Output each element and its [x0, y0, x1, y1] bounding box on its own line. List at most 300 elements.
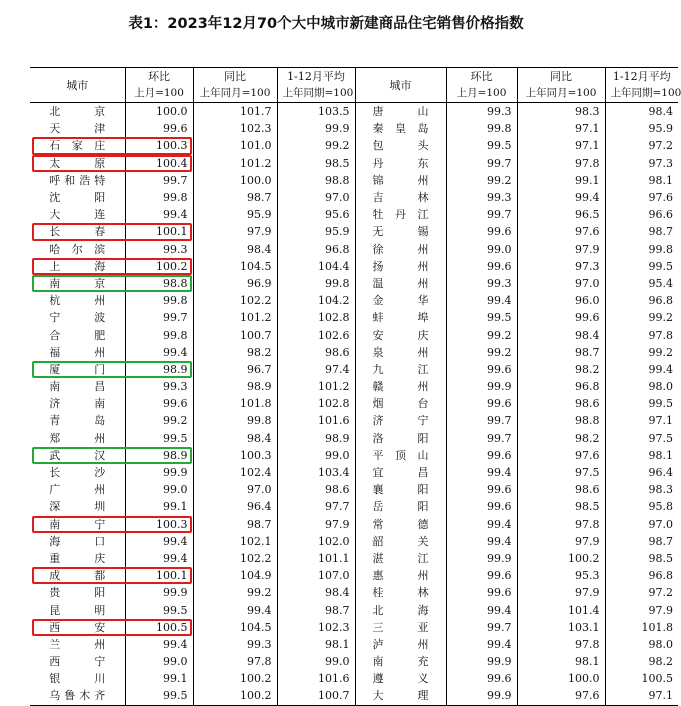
- table-row: [30, 447, 678, 464]
- table-row: [30, 601, 678, 618]
- yoy-cell-left: 100.2: [193, 687, 277, 705]
- avg-cell-right: 99.8: [605, 241, 678, 258]
- mom-cell-left: 99.7: [125, 309, 193, 326]
- mom-cell-left: 99.3: [125, 241, 193, 258]
- city-cell-left: [30, 172, 125, 189]
- mom-cell-right: 99.6: [446, 361, 517, 378]
- yoy-cell-left: 101.0: [193, 137, 277, 154]
- city-name: 郑 州: [49, 431, 106, 445]
- table-row: [30, 241, 678, 258]
- mom-cell-right: 99.9: [446, 653, 517, 670]
- avg-cell-right: 101.8: [605, 619, 678, 636]
- yoy-cell-right: 97.8: [517, 155, 605, 172]
- city-cell-right: [355, 447, 446, 464]
- yoy-cell-right: 99.1: [517, 172, 605, 189]
- avg-cell-left: 99.0: [277, 653, 355, 670]
- avg-cell-right: 97.1: [605, 687, 678, 705]
- city-cell-right: [355, 567, 446, 584]
- avg-cell-right: 96.8: [605, 292, 678, 309]
- mom-cell-right: 99.8: [446, 120, 517, 137]
- city-name: 泉 州: [372, 345, 429, 359]
- city-cell-right: [355, 258, 446, 275]
- avg-cell-left: 99.9: [277, 120, 355, 137]
- mom-cell-left: 99.6: [125, 395, 193, 412]
- mom-cell-left: 100.1: [125, 223, 193, 240]
- table-row: [30, 155, 678, 172]
- city-cell-left: [30, 516, 125, 533]
- avg-cell-right: 96.4: [605, 464, 678, 481]
- mom-cell-left: 99.4: [125, 206, 193, 223]
- city-cell-left: [30, 189, 125, 206]
- city-cell-right: [355, 155, 446, 172]
- table-row: [30, 516, 678, 533]
- yoy-cell-right: 99.4: [517, 189, 605, 206]
- header-avg-base-right: 上年同期=100: [605, 85, 678, 103]
- yoy-cell-left: 100.7: [193, 326, 277, 343]
- city-name: 平顶山: [372, 448, 429, 462]
- city-cell-right: [355, 653, 446, 670]
- city-name: 济 宁: [372, 414, 429, 428]
- table-row: [30, 275, 678, 292]
- yoy-cell-right: 99.6: [517, 309, 605, 326]
- mom-cell-right: 99.4: [446, 601, 517, 618]
- city-name: 南 昌: [49, 380, 106, 394]
- yoy-cell-left: 102.2: [193, 292, 277, 309]
- yoy-cell-left: 101.7: [193, 103, 277, 121]
- header-avg-base-left: 上年同期=100: [277, 85, 355, 103]
- city-name: 福 州: [49, 345, 106, 359]
- city-name: 锦 州: [372, 173, 429, 187]
- city-name: 重 庆: [49, 551, 106, 565]
- avg-cell-left: 97.9: [277, 516, 355, 533]
- yoy-cell-left: 101.8: [193, 395, 277, 412]
- header-mom-base-left: 上月=100: [125, 85, 193, 103]
- table-row: [30, 567, 678, 584]
- city-name: 唐 山: [372, 105, 429, 119]
- table-row: [30, 533, 678, 550]
- city-cell-right: [355, 670, 446, 687]
- avg-cell-left: 101.6: [277, 412, 355, 429]
- header-city-right: 城市: [355, 68, 446, 103]
- avg-cell-left: 95.6: [277, 206, 355, 223]
- city-name: 西 安: [49, 620, 106, 634]
- yoy-cell-left: 102.4: [193, 464, 277, 481]
- table-row: [30, 584, 678, 601]
- mom-cell-right: 99.2: [446, 172, 517, 189]
- city-cell-right: [355, 120, 446, 137]
- table-row: [30, 498, 678, 515]
- city-cell-left: [30, 636, 125, 653]
- city-name: 温 州: [372, 276, 429, 290]
- city-cell-left: [30, 292, 125, 309]
- table-row: [30, 619, 678, 636]
- header-yoy-right: 同比: [517, 68, 605, 86]
- avg-cell-left: 101.6: [277, 670, 355, 687]
- city-name: 桂 林: [372, 586, 429, 600]
- avg-cell-right: 99.2: [605, 309, 678, 326]
- avg-cell-right: 97.1: [605, 412, 678, 429]
- city-cell-right: [355, 223, 446, 240]
- mom-cell-right: 99.2: [446, 326, 517, 343]
- avg-cell-left: 97.0: [277, 189, 355, 206]
- mom-cell-left: 99.8: [125, 292, 193, 309]
- mom-cell-right: 99.7: [446, 206, 517, 223]
- avg-cell-left: 98.8: [277, 172, 355, 189]
- mom-cell-right: 99.6: [446, 223, 517, 240]
- yoy-cell-right: 97.8: [517, 516, 605, 533]
- table-row: [30, 344, 678, 361]
- city-name: 兰 州: [49, 637, 106, 651]
- avg-cell-left: 103.4: [277, 464, 355, 481]
- city-name: 安 庆: [372, 328, 429, 342]
- city-cell-left: [30, 137, 125, 154]
- city-name: 合 肥: [49, 328, 106, 342]
- city-name: 成 都: [49, 569, 106, 583]
- mom-cell-left: 99.8: [125, 326, 193, 343]
- city-cell-right: [355, 275, 446, 292]
- mom-cell-right: 99.3: [446, 189, 517, 206]
- city-name: 湛 江: [372, 551, 429, 565]
- city-cell-left: [30, 601, 125, 618]
- yoy-cell-right: 101.4: [517, 601, 605, 618]
- city-cell-right: [355, 189, 446, 206]
- city-name: 烟 台: [372, 397, 429, 411]
- mom-cell-right: 99.3: [446, 103, 517, 121]
- yoy-cell-right: 96.8: [517, 378, 605, 395]
- city-cell-left: [30, 533, 125, 550]
- avg-cell-right: 95.4: [605, 275, 678, 292]
- mom-cell-left: 99.8: [125, 189, 193, 206]
- avg-cell-right: 97.2: [605, 137, 678, 154]
- avg-cell-left: 98.9: [277, 430, 355, 447]
- mom-cell-left: 100.3: [125, 516, 193, 533]
- page-title: 表1：2023年12月70个大中城市新建商品住宅销售价格指数: [128, 16, 524, 32]
- city-name: 海 口: [49, 534, 106, 548]
- city-cell-right: [355, 344, 446, 361]
- city-name: 长 春: [49, 225, 106, 239]
- avg-cell-left: 97.4: [277, 361, 355, 378]
- avg-cell-right: 97.5: [605, 430, 678, 447]
- city-name: 哈尔滨: [49, 242, 106, 256]
- city-cell-right: [355, 636, 446, 653]
- mom-cell-right: 99.5: [446, 137, 517, 154]
- mom-cell-left: 99.4: [125, 636, 193, 653]
- yoy-cell-left: 98.4: [193, 430, 277, 447]
- yoy-cell-right: 98.7: [517, 344, 605, 361]
- yoy-cell-left: 96.7: [193, 361, 277, 378]
- yoy-cell-left: 99.4: [193, 601, 277, 618]
- avg-cell-right: 97.3: [605, 155, 678, 172]
- yoy-cell-left: 101.2: [193, 155, 277, 172]
- avg-cell-right: 98.3: [605, 481, 678, 498]
- header-mom-right: 环比: [446, 68, 517, 86]
- avg-cell-left: 99.8: [277, 275, 355, 292]
- mom-cell-right: 99.4: [446, 516, 517, 533]
- city-cell-left: [30, 464, 125, 481]
- avg-cell-left: 95.9: [277, 223, 355, 240]
- avg-cell-left: 100.7: [277, 687, 355, 705]
- city-name: 三 亚: [372, 620, 429, 634]
- city-cell-right: [355, 601, 446, 618]
- city-name: 西 宁: [49, 655, 106, 669]
- avg-cell-left: 97.7: [277, 498, 355, 515]
- city-name: 石家庄: [49, 139, 106, 153]
- avg-cell-left: 102.6: [277, 326, 355, 343]
- avg-cell-left: 107.0: [277, 567, 355, 584]
- yoy-cell-left: 99.8: [193, 412, 277, 429]
- mom-cell-left: 99.4: [125, 344, 193, 361]
- header-yoy-base-right: 上年同月=100: [517, 85, 605, 103]
- avg-cell-right: 99.5: [605, 395, 678, 412]
- yoy-cell-left: 96.4: [193, 498, 277, 515]
- header-mom-base-right: 上月=100: [446, 85, 517, 103]
- city-cell-right: [355, 309, 446, 326]
- city-name: 北 海: [372, 603, 429, 617]
- city-cell-right: [355, 395, 446, 412]
- city-name: 蚌 埠: [372, 311, 429, 325]
- mom-cell-right: 99.5: [446, 309, 517, 326]
- yoy-cell-right: 97.6: [517, 447, 605, 464]
- yoy-cell-right: 97.3: [517, 258, 605, 275]
- avg-cell-right: 95.9: [605, 120, 678, 137]
- avg-cell-left: 103.5: [277, 103, 355, 121]
- yoy-cell-right: 98.2: [517, 430, 605, 447]
- city-cell-left: [30, 687, 125, 705]
- city-cell-right: [355, 687, 446, 705]
- city-name: 扬 州: [372, 259, 429, 273]
- yoy-cell-left: 97.0: [193, 481, 277, 498]
- table-row: [30, 550, 678, 567]
- city-cell-right: [355, 137, 446, 154]
- city-cell-left: [30, 103, 125, 121]
- yoy-cell-left: 96.9: [193, 275, 277, 292]
- table-row: [30, 103, 678, 121]
- avg-cell-left: 99.0: [277, 447, 355, 464]
- yoy-cell-left: 98.7: [193, 189, 277, 206]
- avg-cell-left: 98.6: [277, 344, 355, 361]
- mom-cell-left: 99.1: [125, 670, 193, 687]
- avg-cell-right: 98.5: [605, 550, 678, 567]
- city-name: 金 华: [372, 294, 429, 308]
- yoy-cell-right: 98.6: [517, 395, 605, 412]
- avg-cell-right: 98.1: [605, 172, 678, 189]
- city-cell-right: [355, 430, 446, 447]
- mom-cell-right: 99.2: [446, 344, 517, 361]
- avg-cell-right: 97.2: [605, 584, 678, 601]
- city-name: 大 理: [372, 689, 429, 703]
- yoy-cell-right: 98.3: [517, 103, 605, 121]
- mom-cell-right: 99.6: [446, 567, 517, 584]
- city-cell-left: [30, 120, 125, 137]
- header-city-left: 城市: [30, 68, 125, 103]
- avg-cell-right: 98.1: [605, 447, 678, 464]
- mom-cell-left: 99.6: [125, 120, 193, 137]
- yoy-cell-left: 100.3: [193, 447, 277, 464]
- avg-cell-left: 102.8: [277, 309, 355, 326]
- mom-cell-right: 99.7: [446, 155, 517, 172]
- city-cell-left: [30, 481, 125, 498]
- avg-cell-left: 101.2: [277, 378, 355, 395]
- mom-cell-left: 99.5: [125, 430, 193, 447]
- city-cell-left: [30, 361, 125, 378]
- yoy-cell-right: 97.1: [517, 120, 605, 137]
- city-cell-left: [30, 619, 125, 636]
- city-name: 秦皇岛: [372, 122, 429, 136]
- avg-cell-right: 98.0: [605, 636, 678, 653]
- mom-cell-right: 99.6: [446, 584, 517, 601]
- city-cell-left: [30, 309, 125, 326]
- yoy-cell-left: 97.9: [193, 223, 277, 240]
- avg-cell-right: 95.8: [605, 498, 678, 515]
- table-row: [30, 326, 678, 343]
- city-cell-left: [30, 430, 125, 447]
- table-row: [30, 395, 678, 412]
- yoy-cell-left: 97.8: [193, 653, 277, 670]
- table-row: [30, 464, 678, 481]
- city-cell-left: [30, 241, 125, 258]
- city-cell-right: [355, 481, 446, 498]
- avg-cell-right: 97.0: [605, 516, 678, 533]
- mom-cell-right: 99.3: [446, 275, 517, 292]
- mom-cell-left: 99.0: [125, 481, 193, 498]
- mom-cell-right: 99.4: [446, 533, 517, 550]
- yoy-cell-left: 95.9: [193, 206, 277, 223]
- city-cell-right: [355, 378, 446, 395]
- mom-cell-left: 99.4: [125, 550, 193, 567]
- city-name: 长 沙: [49, 466, 106, 480]
- mom-cell-left: 99.3: [125, 378, 193, 395]
- yoy-cell-right: 98.6: [517, 481, 605, 498]
- city-cell-right: [355, 172, 446, 189]
- price-index-table: [30, 67, 681, 706]
- city-name: 徐 州: [372, 242, 429, 256]
- city-cell-left: [30, 155, 125, 172]
- avg-cell-right: 99.2: [605, 344, 678, 361]
- city-cell-left: [30, 550, 125, 567]
- yoy-cell-right: 98.8: [517, 412, 605, 429]
- mom-cell-left: 100.0: [125, 103, 193, 121]
- city-cell-left: [30, 326, 125, 343]
- yoy-cell-right: 97.9: [517, 533, 605, 550]
- city-name: 宁 波: [49, 311, 106, 325]
- avg-cell-right: 98.7: [605, 533, 678, 550]
- mom-cell-right: 99.9: [446, 378, 517, 395]
- city-name: 济 南: [49, 397, 106, 411]
- yoy-cell-left: 104.5: [193, 619, 277, 636]
- city-name: 岳 阳: [372, 500, 429, 514]
- city-name: 牡丹江: [372, 208, 429, 222]
- city-cell-left: [30, 275, 125, 292]
- city-name: 洛 阳: [372, 431, 429, 445]
- table-row: [30, 361, 678, 378]
- city-name: 南 宁: [49, 517, 106, 531]
- yoy-cell-left: 98.2: [193, 344, 277, 361]
- avg-cell-left: 102.8: [277, 395, 355, 412]
- city-cell-right: [355, 103, 446, 121]
- city-cell-right: [355, 412, 446, 429]
- yoy-cell-right: 97.1: [517, 137, 605, 154]
- table-row: [30, 120, 678, 137]
- city-cell-left: [30, 670, 125, 687]
- yoy-cell-left: 102.1: [193, 533, 277, 550]
- mom-cell-right: 99.6: [446, 258, 517, 275]
- mom-cell-right: 99.6: [446, 395, 517, 412]
- city-name: 银 川: [49, 672, 106, 686]
- header-yoy-base-left: 上年同月=100: [193, 85, 277, 103]
- mom-cell-left: 98.8: [125, 275, 193, 292]
- yoy-cell-right: 100.2: [517, 550, 605, 567]
- city-name: 武 汉: [49, 448, 106, 462]
- table-row: [30, 430, 678, 447]
- city-name: 襄 阳: [372, 483, 429, 497]
- city-name: 遵 义: [372, 672, 429, 686]
- yoy-cell-right: 96.5: [517, 206, 605, 223]
- mom-cell-left: 100.4: [125, 155, 193, 172]
- header-yoy-left: 同比: [193, 68, 277, 86]
- yoy-cell-left: 98.9: [193, 378, 277, 395]
- avg-cell-right: 98.0: [605, 378, 678, 395]
- table-row: [30, 412, 678, 429]
- city-name: 杭 州: [49, 294, 106, 308]
- city-cell-left: [30, 395, 125, 412]
- avg-cell-left: 98.7: [277, 601, 355, 618]
- city-cell-left: [30, 447, 125, 464]
- city-name: 呼和浩特: [49, 173, 106, 187]
- city-name: 沈 阳: [49, 191, 106, 205]
- city-name: 太 原: [49, 156, 106, 170]
- table-row: [30, 636, 678, 653]
- city-name: 昆 明: [49, 603, 106, 617]
- yoy-cell-left: 102.2: [193, 550, 277, 567]
- city-cell-left: [30, 344, 125, 361]
- header-avg-right: 1-12月平均: [605, 68, 678, 86]
- city-cell-right: [355, 550, 446, 567]
- yoy-cell-right: 98.1: [517, 653, 605, 670]
- mom-cell-right: 99.6: [446, 670, 517, 687]
- mom-cell-right: 99.4: [446, 292, 517, 309]
- city-name: 常 德: [372, 517, 429, 531]
- avg-cell-right: 98.7: [605, 223, 678, 240]
- yoy-cell-right: 97.6: [517, 687, 605, 705]
- yoy-cell-left: 101.2: [193, 309, 277, 326]
- city-cell-right: [355, 292, 446, 309]
- mom-cell-left: 99.5: [125, 601, 193, 618]
- table-row: [30, 481, 678, 498]
- avg-cell-right: 97.9: [605, 601, 678, 618]
- mom-cell-left: 98.9: [125, 447, 193, 464]
- mom-cell-right: 99.7: [446, 430, 517, 447]
- table-row: [30, 653, 678, 670]
- avg-cell-right: 98.2: [605, 653, 678, 670]
- avg-cell-left: 98.6: [277, 481, 355, 498]
- table-row: [30, 206, 678, 223]
- mom-cell-left: 99.2: [125, 412, 193, 429]
- mom-cell-right: 99.9: [446, 550, 517, 567]
- city-cell-left: [30, 206, 125, 223]
- city-cell-left: [30, 258, 125, 275]
- avg-cell-left: 98.5: [277, 155, 355, 172]
- city-cell-right: [355, 533, 446, 550]
- avg-cell-left: 98.1: [277, 636, 355, 653]
- table-row: [30, 172, 678, 189]
- avg-cell-left: 98.4: [277, 584, 355, 601]
- mom-cell-left: 99.0: [125, 653, 193, 670]
- table-row: [30, 189, 678, 206]
- table-header: [30, 68, 681, 103]
- city-cell-right: [355, 619, 446, 636]
- avg-cell-right: 99.4: [605, 361, 678, 378]
- yoy-cell-left: 98.7: [193, 516, 277, 533]
